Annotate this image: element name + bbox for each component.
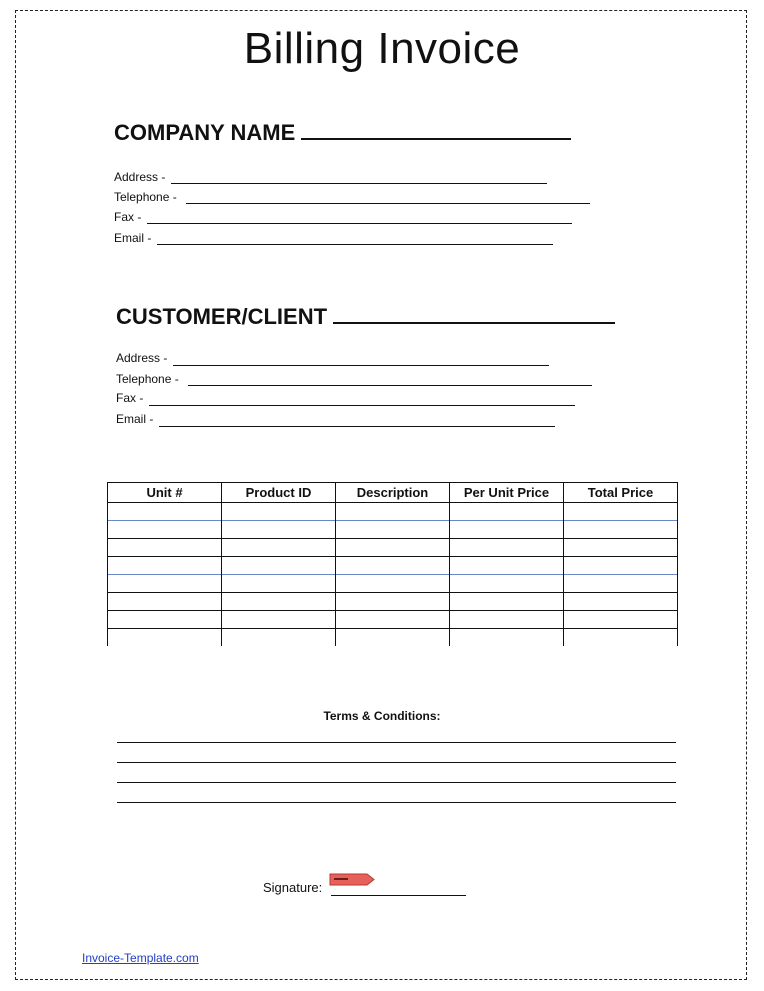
table-cell[interactable] — [336, 611, 450, 629]
table-row — [108, 593, 678, 611]
customer-client-heading — [116, 304, 615, 330]
column-header-product-id: Product ID — [222, 483, 336, 503]
table-cell[interactable] — [336, 575, 450, 593]
company-name-heading — [114, 120, 571, 146]
table-cell[interactable] — [222, 539, 336, 557]
column-header-unit: Unit # — [108, 483, 222, 503]
table-cell[interactable] — [222, 503, 336, 521]
table-header-row — [108, 483, 678, 503]
customer-email-label: Email - — [116, 412, 154, 426]
customer-address-field — [116, 351, 167, 365]
table-cell[interactable] — [108, 557, 222, 575]
table-cell[interactable] — [450, 521, 564, 539]
table-cell[interactable] — [336, 557, 450, 575]
table-row — [108, 557, 678, 575]
table-cell[interactable] — [564, 575, 678, 593]
company-fax-line[interactable] — [147, 223, 572, 224]
company-email-line[interactable] — [157, 244, 553, 245]
table-cell[interactable] — [564, 521, 678, 539]
customer-fax-line[interactable] — [149, 405, 575, 406]
customer-telephone-line[interactable] — [188, 385, 592, 386]
table-cell[interactable] — [336, 629, 450, 647]
customer-email-field — [116, 412, 153, 426]
table-cell[interactable] — [564, 629, 678, 647]
table-cell[interactable] — [336, 521, 450, 539]
table-cell[interactable] — [108, 575, 222, 593]
table-cell[interactable] — [336, 593, 450, 611]
table-cell[interactable] — [222, 593, 336, 611]
table-cell[interactable] — [450, 539, 564, 557]
table-cell[interactable] — [222, 521, 336, 539]
company-email-field — [114, 231, 151, 245]
company-name-line[interactable] — [301, 138, 571, 140]
company-telephone-field — [114, 190, 177, 204]
table-row — [108, 611, 678, 629]
table-cell[interactable] — [450, 611, 564, 629]
column-header-per-unit-price: Per Unit Price — [450, 483, 564, 503]
column-header-total-price: Total Price — [564, 483, 678, 503]
table-cell[interactable] — [336, 539, 450, 557]
customer-client-line[interactable] — [333, 322, 615, 324]
table-cell[interactable] — [564, 539, 678, 557]
customer-telephone-label: Telephone - — [116, 372, 179, 386]
table-cell[interactable] — [450, 557, 564, 575]
column-header-description: Description — [336, 483, 450, 503]
table-row — [108, 539, 678, 557]
signature-label: Signature: — [263, 880, 323, 895]
table-cell[interactable] — [108, 611, 222, 629]
table-cell[interactable] — [450, 629, 564, 647]
table-cell[interactable] — [108, 503, 222, 521]
customer-fax-field — [116, 391, 143, 405]
company-telephone-line[interactable] — [186, 203, 590, 204]
table-cell[interactable] — [222, 611, 336, 629]
signature-line[interactable] — [331, 895, 466, 896]
table-cell[interactable] — [108, 629, 222, 647]
page-title: Billing Invoice — [243, 24, 521, 73]
table-cell[interactable] — [564, 593, 678, 611]
customer-telephone-field — [116, 372, 179, 386]
table-cell[interactable] — [564, 503, 678, 521]
table-cell[interactable] — [450, 503, 564, 521]
terms-line[interactable] — [117, 742, 676, 743]
table-row — [108, 575, 678, 593]
customer-fax-label: Fax - — [116, 391, 144, 405]
table-cell[interactable] — [336, 503, 450, 521]
items-table — [107, 482, 678, 646]
company-address-line[interactable] — [171, 183, 547, 184]
table-cell[interactable] — [108, 521, 222, 539]
table-row — [108, 503, 678, 521]
table-cell[interactable] — [564, 557, 678, 575]
invoice-template-link[interactable]: Invoice-Template.com — [82, 951, 199, 965]
table-cell[interactable] — [222, 557, 336, 575]
table-cell[interactable] — [564, 611, 678, 629]
company-address-field — [114, 170, 165, 184]
company-name-label: COMPANY NAME — [114, 120, 296, 145]
table-row — [108, 629, 678, 647]
customer-address-label: Address - — [116, 351, 168, 365]
terms-conditions-label: Terms & Conditions: — [323, 709, 441, 723]
terms-line[interactable] — [117, 782, 676, 783]
customer-client-label: CUSTOMER/CLIENT — [116, 304, 328, 329]
table-row — [108, 521, 678, 539]
customer-email-line[interactable] — [159, 426, 555, 427]
terms-line[interactable] — [117, 762, 676, 763]
company-fax-label: Fax - — [114, 210, 142, 224]
company-fax-field — [114, 210, 141, 224]
company-address-label: Address - — [114, 170, 166, 184]
company-telephone-label: Telephone - — [114, 190, 177, 204]
company-email-label: Email - — [114, 231, 152, 245]
table-cell[interactable] — [450, 593, 564, 611]
terms-line[interactable] — [117, 802, 676, 803]
customer-address-line[interactable] — [173, 365, 549, 366]
table-cell[interactable] — [108, 539, 222, 557]
table-cell[interactable] — [222, 575, 336, 593]
table-cell[interactable] — [450, 575, 564, 593]
sign-here-tag-icon — [329, 873, 375, 886]
table-cell[interactable] — [222, 629, 336, 647]
table-cell[interactable] — [108, 593, 222, 611]
